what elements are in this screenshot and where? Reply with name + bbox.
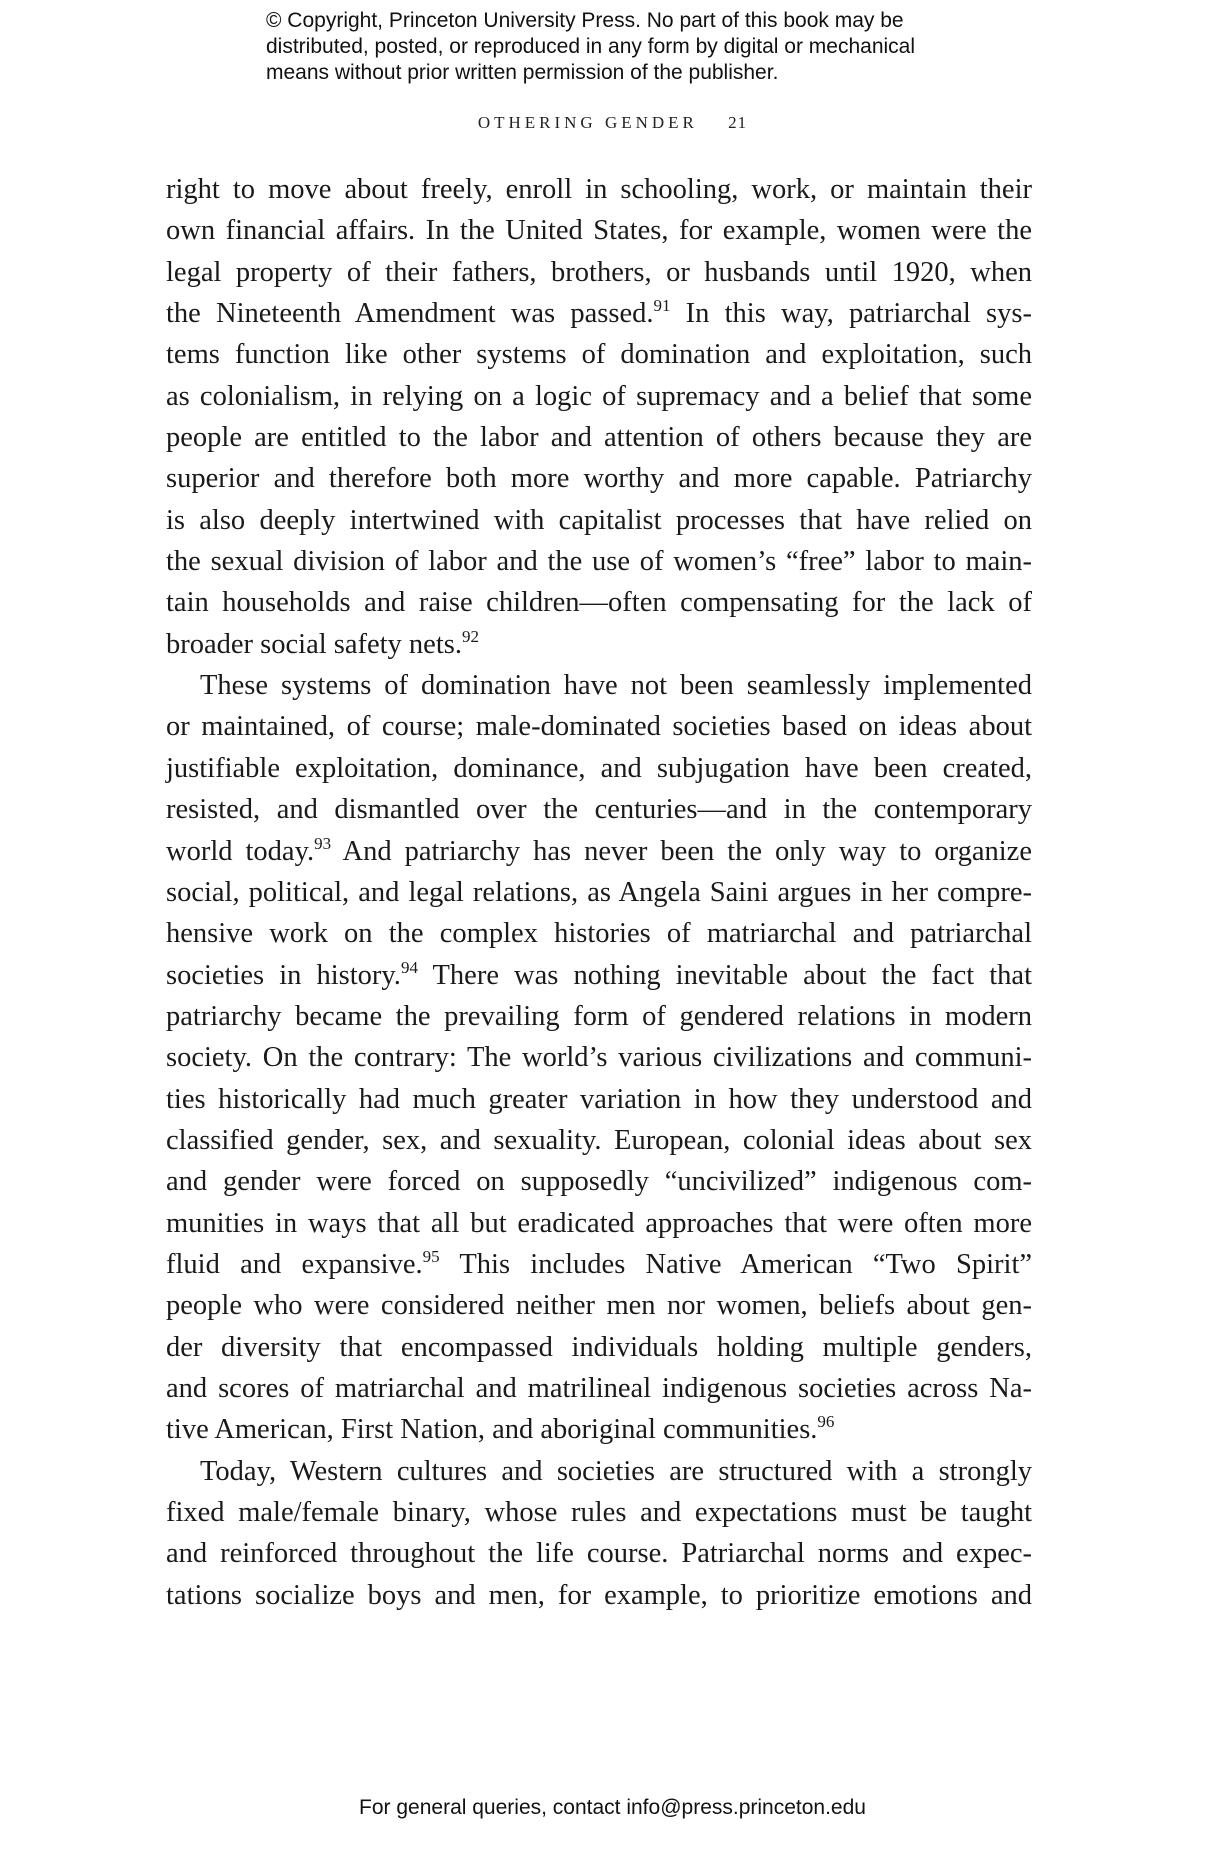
line-text: tems function like other systems of domination and exploitation, such bbox=[166, 339, 1032, 371]
text-line bbox=[166, 541, 1032, 582]
text-line bbox=[166, 1285, 1032, 1326]
footnote-marker[interactable]: 94 bbox=[400, 957, 418, 977]
line-text: tain households and raise children—often compensating for the lack of bbox=[166, 587, 1032, 619]
line-text-continued: In this way, patriarchal sys- bbox=[670, 298, 1032, 330]
line-text-continued: There was nothing inevitable about the fact that bbox=[417, 959, 1032, 991]
line-text: resisted, and dismantled over the centuries—and in the contemporary bbox=[166, 794, 1032, 826]
copyright-line: means without prior written permission of the publisher. bbox=[266, 61, 779, 84]
running-head bbox=[0, 113, 1225, 133]
text-line bbox=[166, 376, 1032, 417]
text-line bbox=[166, 1327, 1032, 1368]
text-line bbox=[166, 789, 1032, 830]
line-text: and scores of matriarchal and matrilineal indigenous societies across Na- bbox=[166, 1372, 1032, 1404]
footnote-marker[interactable]: 96 bbox=[817, 1412, 835, 1432]
copyright-line: © Copyright, Princeton University Press. No part of this book may be bbox=[266, 9, 904, 32]
line-text: fixed male/female binary, whose rules and expectations must be taught bbox=[166, 1497, 1032, 1528]
text-line bbox=[166, 334, 1032, 375]
text-line bbox=[166, 996, 1032, 1037]
text-line bbox=[166, 1037, 1032, 1078]
line-text: classified gender, sex, and sexuality. European, colonial ideas about sex bbox=[166, 1124, 1032, 1156]
text-line bbox=[166, 293, 1032, 334]
text-line bbox=[166, 582, 1032, 623]
chapter-title: OTHERING GENDER bbox=[477, 113, 698, 132]
line-text: people are entitled to the labor and attention of others because they are bbox=[166, 422, 1032, 454]
text-line bbox=[166, 831, 1032, 872]
text-line bbox=[166, 955, 1032, 996]
line-text-continued: And patriarchy has never been the only way to organize bbox=[331, 835, 1032, 867]
line-text: broader social safety nets. bbox=[166, 628, 462, 660]
text-line bbox=[166, 1575, 1032, 1616]
line-text: own financial affairs. In the United States, for example, women were the bbox=[166, 215, 1032, 247]
line-text: tations socialize boys and men, for example, to prioritize emotions and bbox=[166, 1579, 1032, 1611]
body-text bbox=[166, 169, 1032, 1616]
text-line bbox=[166, 252, 1032, 293]
footnote-marker[interactable]: 91 bbox=[653, 296, 671, 316]
text-line bbox=[166, 1079, 1032, 1120]
line-text: justifiable exploitation, dominance, and subjugation have been created, bbox=[166, 752, 1032, 784]
text-line bbox=[166, 1203, 1032, 1244]
footnote-marker[interactable]: 92 bbox=[461, 626, 479, 646]
text-line bbox=[166, 665, 1032, 706]
text-line bbox=[166, 1161, 1032, 1202]
line-text: the Nineteenth Amendment was passed. bbox=[166, 298, 654, 330]
line-text: social, political, and legal relations, as Angela Saini argues in her compre- bbox=[166, 876, 1032, 908]
text-line bbox=[166, 748, 1032, 789]
footnote-marker[interactable]: 93 bbox=[314, 833, 332, 853]
text-line bbox=[166, 872, 1032, 913]
line-text: society. On the contrary: The world’s various civilizations and communi- bbox=[166, 1042, 1032, 1074]
line-text: people who were considered neither men nor women, beliefs about gen- bbox=[166, 1290, 1032, 1322]
text-line bbox=[166, 169, 1032, 210]
line-text: fluid and expansive. bbox=[166, 1248, 423, 1280]
line-text: right to move about freely, enroll in schooling, work, or maintain their bbox=[166, 174, 1032, 205]
footer-contact: For general queries, contact info@press.princeton.edu bbox=[359, 1796, 866, 1819]
text-line bbox=[166, 913, 1032, 954]
copyright-notice bbox=[266, 8, 1026, 86]
footnote-marker[interactable]: 95 bbox=[422, 1246, 440, 1266]
line-text: ties historically had much greater variation in how they understood and bbox=[166, 1083, 1032, 1115]
line-text: tive American, First Nation, and aboriginal communities. bbox=[166, 1414, 818, 1446]
page-number: 21 bbox=[728, 113, 748, 132]
line-text: superior and therefore both more worthy and more capable. Patriarchy bbox=[166, 463, 1032, 495]
text-line bbox=[166, 1368, 1032, 1409]
text-line bbox=[166, 624, 1032, 665]
line-text: munities in ways that all but eradicated approaches that were often more bbox=[166, 1207, 1032, 1239]
text-line bbox=[166, 210, 1032, 251]
line-text: or maintained, of course; male-dominated societies based on ideas about bbox=[166, 711, 1032, 743]
text-line bbox=[166, 706, 1032, 747]
text-line bbox=[166, 458, 1032, 499]
line-text: patriarchy became the prevailing form of gendered relations in modern bbox=[166, 1000, 1032, 1032]
line-text-continued: This includes Native American “Two Spirit” bbox=[439, 1248, 1033, 1280]
line-text: world today. bbox=[166, 835, 315, 867]
line-text: societies in history. bbox=[166, 959, 401, 991]
line-text: and reinforced throughout the life course. Patriarchal norms and expec- bbox=[166, 1538, 1032, 1570]
line-text: as colonialism, in relying on a logic of supremacy and a belief that some bbox=[166, 380, 1032, 412]
line-text: is also deeply intertwined with capitalist processes that have relied on bbox=[166, 504, 1032, 536]
line-text: and gender were forced on supposedly “uncivilized” indigenous com- bbox=[166, 1166, 1032, 1198]
line-text: der diversity that encompassed individuals holding multiple genders, bbox=[166, 1331, 1032, 1363]
text-line bbox=[166, 1120, 1032, 1161]
line-text: Today, Western cultures and societies are structured with a strongly bbox=[200, 1455, 1032, 1487]
copyright-line: distributed, posted, or reproduced in any form by digital or mechanical bbox=[266, 35, 916, 58]
line-text: hensive work on the complex histories of matriarchal and patriarchal bbox=[166, 918, 1032, 950]
text-line bbox=[166, 1409, 1032, 1450]
text-line bbox=[166, 1451, 1032, 1492]
text-line bbox=[166, 500, 1032, 541]
line-text: legal property of their fathers, brothers, or husbands until 1920, when bbox=[166, 256, 1032, 288]
line-text: the sexual division of labor and the use of women’s “free” labor to main- bbox=[166, 546, 1032, 578]
text-line bbox=[166, 1492, 1032, 1533]
text-line bbox=[166, 417, 1032, 458]
text-line bbox=[166, 1533, 1032, 1574]
line-text: These systems of domination have not been seamlessly implemented bbox=[200, 670, 1032, 702]
text-line bbox=[166, 1244, 1032, 1285]
